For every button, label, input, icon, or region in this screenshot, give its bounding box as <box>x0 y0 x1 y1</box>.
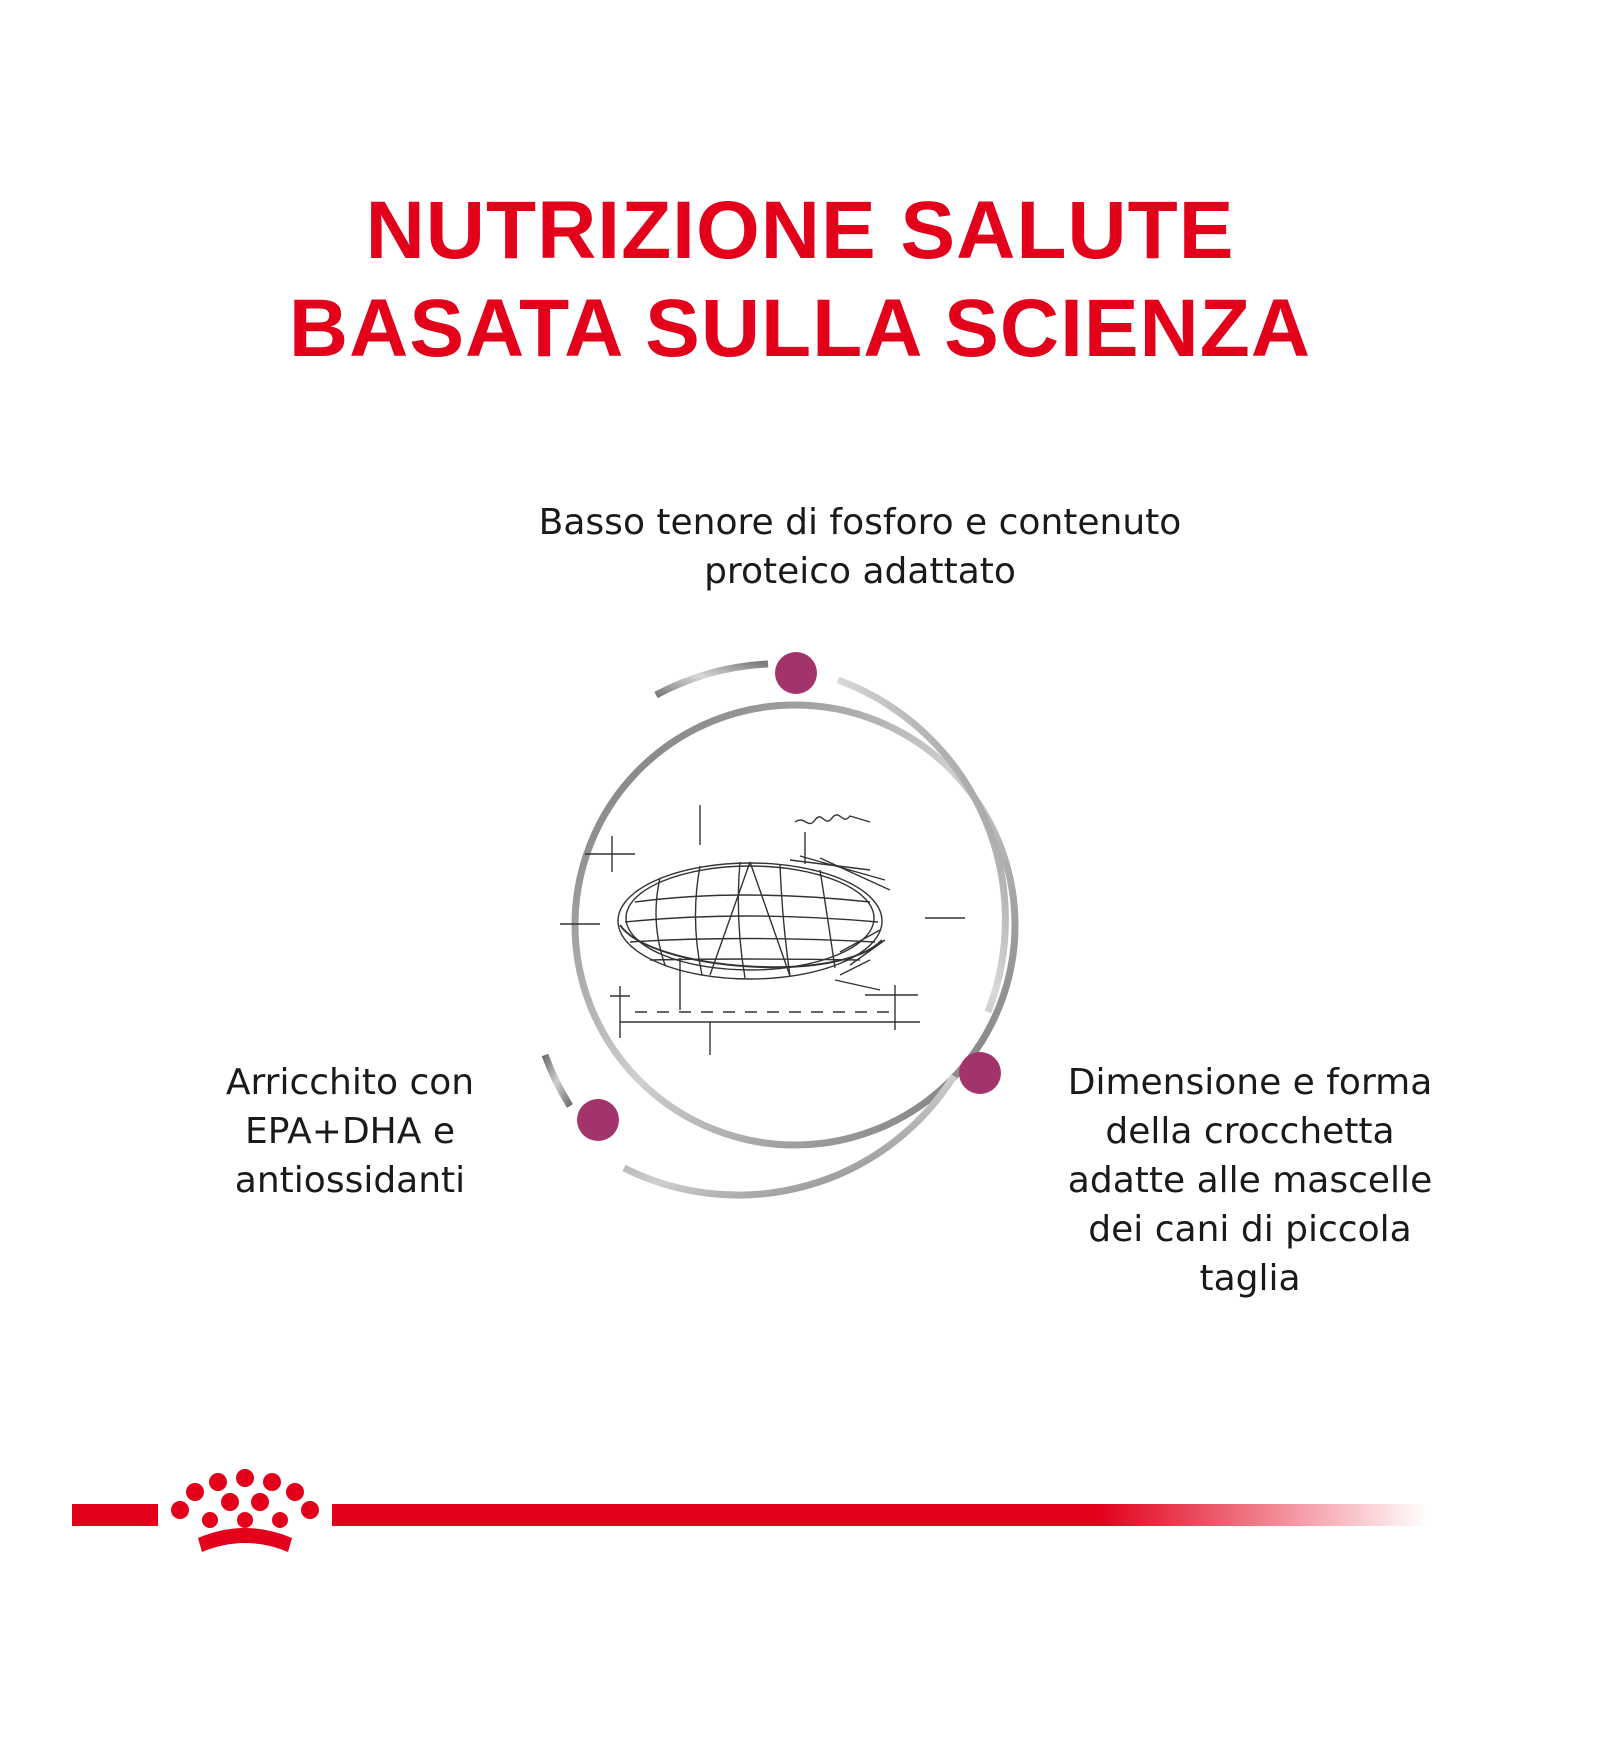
benefit-line: Basso tenore di fosforo e contenuto <box>538 502 1182 543</box>
dot-marker-icon <box>775 652 817 694</box>
brand-footer-bar <box>60 1460 1440 1580</box>
benefit-top-text <box>440 498 1280 596</box>
benefit-right-text <box>1020 1058 1480 1303</box>
royal-crown-logo-icon <box>171 1469 319 1552</box>
page-headline <box>0 182 1600 378</box>
benefit-line: dei cani di piccola <box>1088 1209 1412 1250</box>
outer-arc-top-left <box>656 664 768 695</box>
benefit-line: Arricchito con <box>225 1062 475 1103</box>
bar-right-segment <box>332 1504 1428 1526</box>
benefit-line: taglia <box>1199 1258 1301 1299</box>
benefit-line: EPA+DHA e <box>245 1111 455 1152</box>
benefit-line: Dimensione e forma <box>1067 1062 1433 1103</box>
dot-marker-icon <box>577 1099 619 1141</box>
benefit-line: antiossidanti <box>234 1160 466 1201</box>
kibble-sketch-icon <box>560 805 965 1055</box>
benefit-left-text <box>160 1058 540 1205</box>
benefit-line: proteico adattato <box>704 551 1016 592</box>
outer-arc-bottom <box>624 1076 954 1195</box>
outer-arc-left <box>545 1055 570 1106</box>
benefit-line: della crocchetta <box>1105 1111 1395 1152</box>
kibble-diagram <box>540 640 1080 1200</box>
outer-arc-right <box>838 680 1005 1012</box>
bar-left-segment <box>72 1504 158 1526</box>
headline-line-2: BASATA SULLA SCIENZA <box>288 283 1312 374</box>
headline-line-1: NUTRIZIONE SALUTE <box>365 185 1235 276</box>
dot-marker-icon <box>959 1052 1001 1094</box>
benefit-line: adatte alle mascelle <box>1067 1160 1433 1201</box>
